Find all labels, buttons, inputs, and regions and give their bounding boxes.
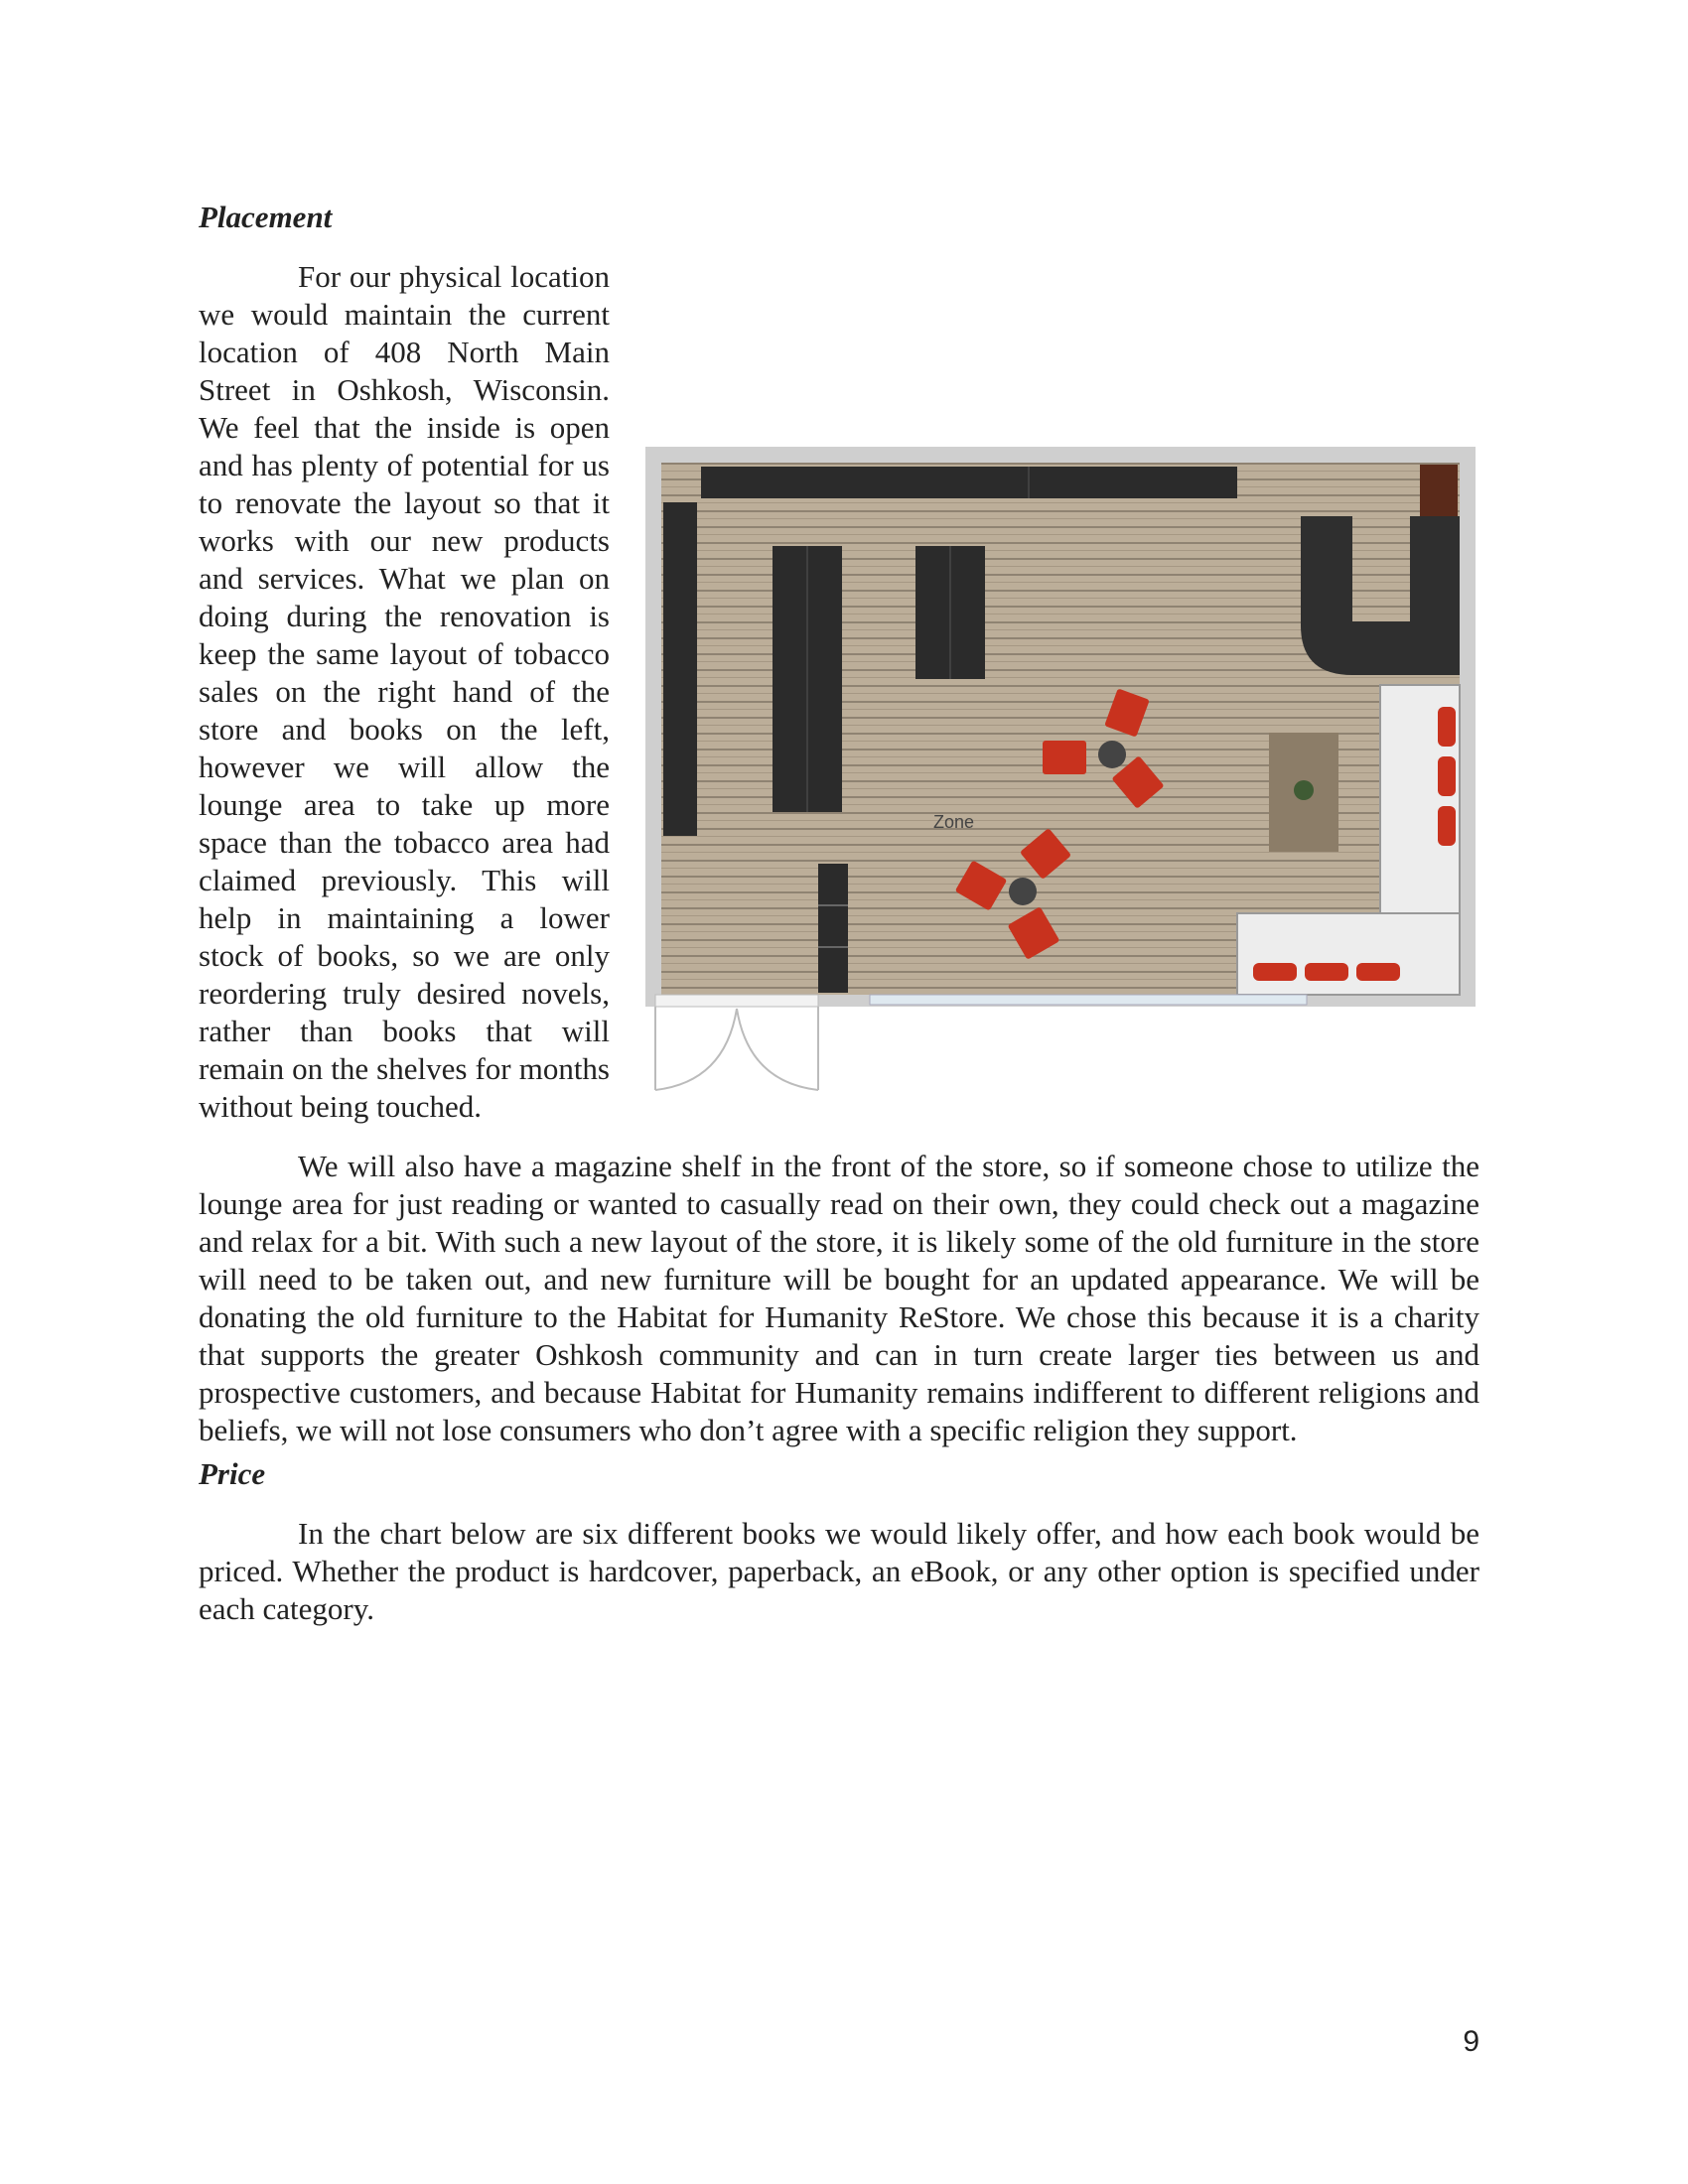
page-number: 9: [1463, 2025, 1479, 2058]
zone-label: Zone: [933, 812, 975, 832]
floorplan-image: [645, 447, 1479, 1122]
lounge-chair: [1043, 741, 1086, 774]
sofa-bottom: [1237, 913, 1460, 995]
placement-section: [199, 199, 1479, 1449]
placement-paragraph-2: We will also have a magazine shelf in the front of the store, so if someone chose to utilize the lounge area for just reading or wanted to casually read on their own, they could check out a magazine and relax for a bit. With such a new layout of the store, it is likely some of the old furniture in the store will need to be taken out, and new furniture will be bought for an updated appearance. We will be donating the old furniture to the Habitat for Humanity ReStore. We chose this because it is a charity that supports the greater Oshkosh community and can in turn create larger ties between us and prospective customers, and because Habitat for Humanity remains indifferent to different religions and beliefs, we will not lose consumers who don’t agree with a specific religion they support.: [199, 1149, 1479, 1447]
price-heading: Price: [199, 1456, 266, 1491]
door-swing: [737, 1009, 818, 1090]
plant-icon: [1294, 780, 1314, 800]
placement-heading: Placement: [199, 200, 333, 234]
magazine-shelf: [818, 864, 848, 993]
left-wall-shelf: [663, 502, 697, 836]
top-shelf: [701, 467, 1237, 498]
door-swing: [655, 1009, 737, 1090]
lounge-table-1: [1098, 741, 1126, 768]
price-section: [199, 1455, 1479, 1628]
front-window: [870, 995, 1307, 1005]
store-floorplan: [645, 447, 1479, 1122]
price-paragraph: In the chart below are six different books we would likely offer, and how each book would be priced. Whether the product is hardcover, paperback, an eBook, or any other option is specified under each category.: [199, 1516, 1479, 1626]
lounge-table-2: [1009, 878, 1037, 905]
placement-paragraph-1: For our physical location we would maintain the current location of 408 North Main Street in Oshkosh, Wisconsin. We feel that the inside is open and has plenty of potential for us to renovate the layout so that it works with our new products and services. What we plan on doing during the renovation is keep the same layout of tobacco sales on the right hand of the store and books on the left, however we will allow the lounge area to take up more space than the tobacco area had claimed previously. This will help in maintaining a lower stock of books, so we are only reordering truly desired novels, rather than books that will remain on the shelves for months without being touched.: [199, 259, 610, 1124]
